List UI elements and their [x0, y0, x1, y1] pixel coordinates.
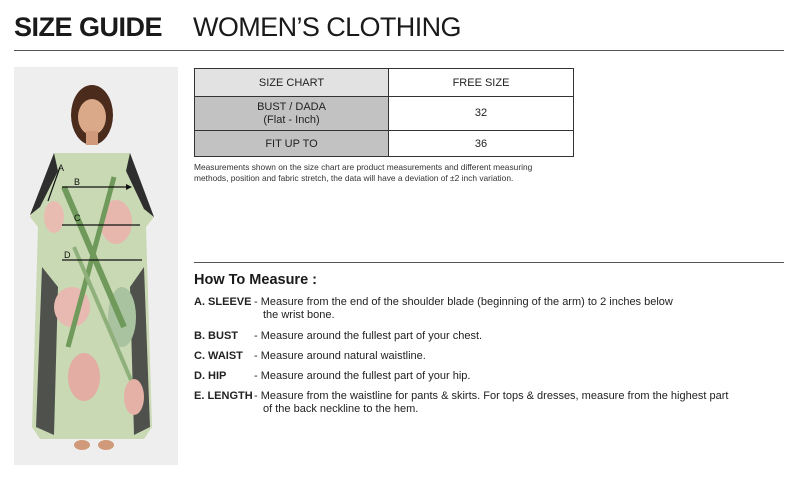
row-label-fit: FIT UP TO	[195, 131, 389, 157]
instruction-desc	[254, 296, 794, 322]
instruction-desc-line: - Measure from the waistline for pants & skirts. For tops & dresses, measure from the highest part	[254, 390, 729, 402]
instruction-term: A. SLEEVE	[194, 296, 252, 308]
model-photo	[14, 67, 178, 465]
marker-d: D	[64, 250, 71, 260]
instruction-desc-cont: the wrist bone.	[263, 309, 335, 321]
instruction-desc-line: - Measure from the end of the shoulder blade (beginning of the arm) to 2 inches below	[254, 296, 673, 308]
row-value-bust: 32	[389, 97, 574, 131]
size-chart-header-value: FREE SIZE	[389, 69, 574, 97]
row-label-subline: (Flat - Inch)	[263, 113, 320, 126]
model-illustration	[14, 67, 178, 465]
table-row	[195, 97, 574, 131]
marker-c: C	[74, 213, 81, 223]
measurement-note	[194, 162, 604, 183]
how-to-measure-title: How To Measure :	[194, 272, 317, 288]
measurement-note-line: Measurements shown on the size chart are product measurements and different measuring	[194, 162, 533, 172]
instruction-term: E. LENGTH	[194, 390, 253, 402]
size-chart-header-label: SIZE CHART	[195, 69, 389, 97]
marker-b: B	[74, 177, 81, 187]
instruction-desc	[254, 390, 794, 416]
row-value-fit: 36	[389, 131, 574, 157]
row-label-line: BUST / DADA	[257, 100, 326, 113]
size-chart-table	[194, 68, 574, 157]
marker-a: A	[58, 163, 65, 173]
instruction-desc-cont: of the back neckline to the hem.	[263, 403, 419, 415]
instruction-term: B. BUST	[194, 330, 238, 342]
title-divider	[14, 50, 784, 51]
page-title: SIZE GUIDE	[14, 12, 163, 42]
instruction-term: C. WAIST	[194, 350, 243, 362]
size-chart-header-row	[195, 69, 574, 97]
section-divider	[194, 262, 784, 263]
measurement-note-line: methods, position and fabric stretch, the data will have a deviation of ±2 inch variation.	[194, 172, 514, 183]
table-row	[195, 131, 574, 157]
row-label-bust	[195, 97, 389, 131]
page-subtitle: WOMEN’S CLOTHING	[193, 12, 461, 42]
instruction-desc: - Measure around the fullest part of your hip.	[254, 370, 471, 382]
instruction-term: D. HIP	[194, 370, 227, 382]
instruction-desc: - Measure around natural waistline.	[254, 350, 426, 362]
instruction-desc: - Measure around the fullest part of your chest.	[254, 330, 483, 342]
